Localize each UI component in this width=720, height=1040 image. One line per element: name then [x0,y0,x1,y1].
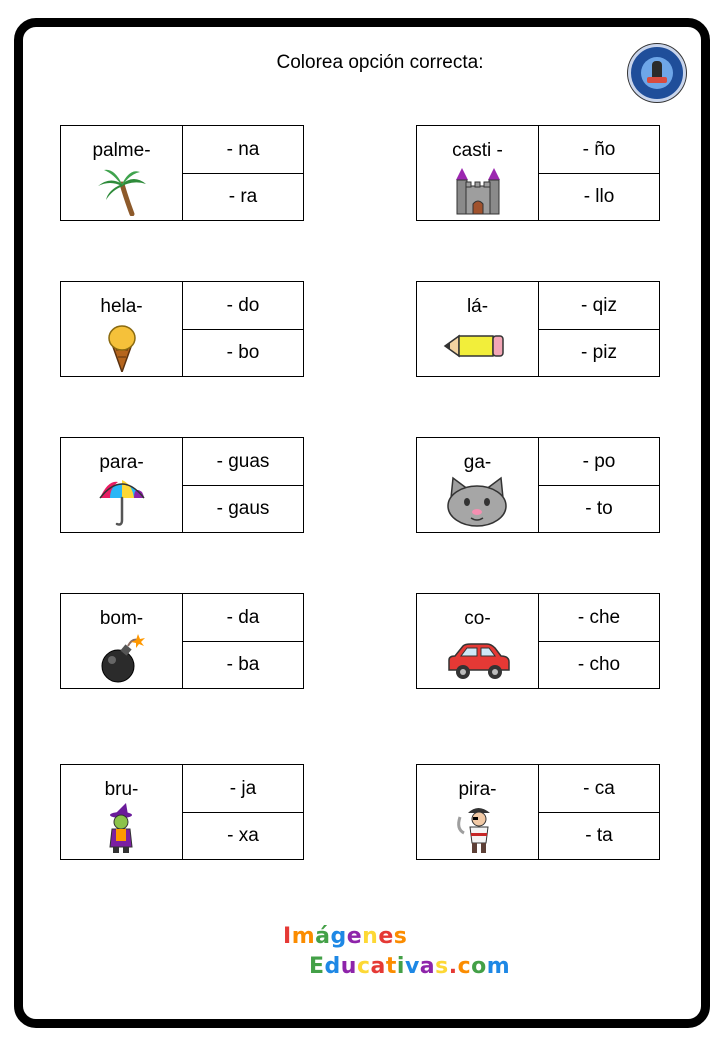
word-stem: pira- [458,779,497,800]
word-stem: bom- [99,608,144,629]
option-1[interactable]: - qiz [539,282,659,330]
word-stem: para- [99,452,144,473]
option-1[interactable]: - da [183,594,303,642]
word-stem-cell [61,282,183,376]
witch-icon [96,803,148,855]
word-stem-cell [61,438,183,532]
exercise-card-la [416,281,660,377]
word-stem-cell [417,126,539,220]
option-1[interactable]: - ja [183,765,303,813]
word-stem: bru- [104,779,139,800]
exercise-card-para [60,437,304,533]
option-2[interactable]: - llo [583,185,615,207]
option-1[interactable]: - po [539,438,659,486]
word-stem-cell [61,594,183,688]
word-stem: lá- [466,296,489,317]
option-2[interactable]: - cho [577,653,621,675]
option-1[interactable]: - do [183,282,303,330]
site-logo-icon [628,44,686,102]
palm-tree-icon [96,164,148,216]
option-2[interactable]: - gaus [216,497,270,519]
exercise-card-hela [60,281,304,377]
option-2[interactable]: - xa [227,824,259,846]
word-stem-cell [417,765,539,859]
brand-logo-line-1: Imágenes [283,924,408,949]
option-2[interactable]: - ra [228,185,258,207]
word-stem: casti - [452,140,503,161]
exercise-card-ga [416,437,660,533]
word-stem: palme- [92,140,151,161]
umbrella-icon [96,476,148,528]
exercise-card-bru [60,764,304,860]
word-stem-cell [61,126,183,220]
option-1[interactable]: - ño [539,126,659,174]
option-1[interactable]: - guas [183,438,303,486]
exercise-card-pira [416,764,660,860]
word-stem: ga- [463,452,492,473]
word-stem-cell [61,765,183,859]
ice-cream-icon [96,320,148,372]
option-2[interactable]: - ta [585,824,613,846]
option-2[interactable]: - bo [226,341,260,363]
car-icon [445,632,513,684]
exercise-card-casti [416,125,660,221]
word-stem-cell [417,282,539,376]
pencil-icon [443,320,507,372]
brand-logo-line-2: Educativas.com [309,954,511,979]
bomb-icon [96,632,148,684]
word-stem: co- [464,608,491,629]
option-2[interactable]: - ba [226,653,260,675]
cat-icon [445,476,509,528]
exercise-card-bom [60,593,304,689]
exercise-card-co [416,593,660,689]
option-2[interactable]: - piz [581,341,617,363]
pirate-icon [452,803,504,855]
option-1[interactable]: - na [183,126,303,174]
word-stem: hela- [100,296,143,317]
option-1[interactable]: - ca [539,765,659,813]
castle-icon [452,164,504,216]
word-stem-cell [417,594,539,688]
word-stem-cell [417,438,539,532]
exercise-card-palme [60,125,304,221]
page-title: Colorea opción correcta: [276,52,484,73]
option-2[interactable]: - to [585,497,613,519]
option-1[interactable]: - che [539,594,659,642]
